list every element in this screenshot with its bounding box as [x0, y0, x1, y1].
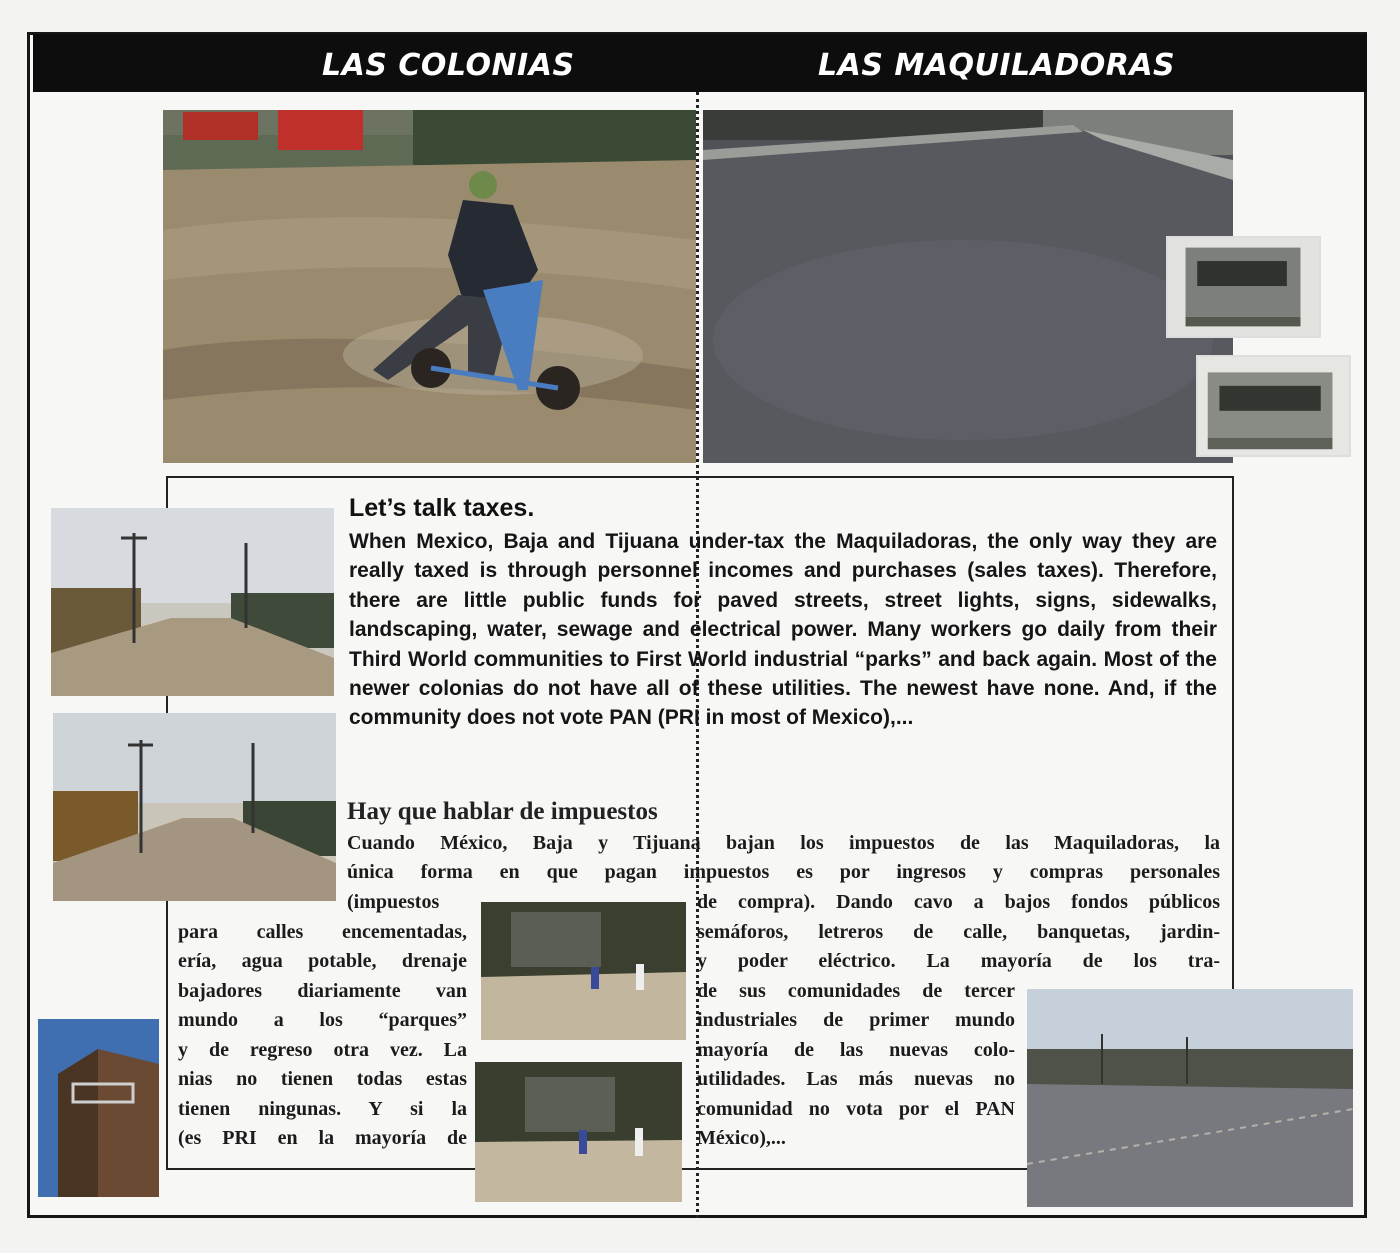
spanish-right-line: de sus comunidades de tercer: [697, 980, 1015, 1002]
spanish-left-line: tienen ningunas. Y si la: [178, 1098, 467, 1120]
english-body: When Mexico, Baja and Tijuana under-tax the Maquiladoras, the only way they are really taxed is through personnel incomes and purchases (sales taxes). Therefore, there are little public funds for paved streets, street lights, signs, sidewalks, landscaping, water, sewage and electrical power. Many workers go daily from their Third World communities to First World industrial “parks” and back again. Most of the newer colonias do not have all of these utilities. The newest have none. And, if the community does not vote PAN (PRI in most of Mexico),...: [349, 530, 1217, 730]
photo-industrial-road: [1027, 989, 1353, 1207]
photo-brick-building: [38, 1019, 159, 1197]
spanish-right-line: y poder eléctrico. La mayoría de los tra-: [697, 950, 1220, 972]
header-title-colonias: LAS COLONIAS: [322, 48, 575, 83]
spanish-left-line: (es PRI en la mayoría de: [178, 1127, 467, 1149]
photo-children-playing-1: [481, 902, 686, 1040]
spanish-left-line: y de regreso otra vez. La: [178, 1039, 467, 1061]
spanish-line: única forma en que pagan impuestos es por ingresos y compras personales: [347, 861, 1220, 883]
spanish-right-line: mayoría de las nuevas colo-: [697, 1039, 1015, 1061]
spanish-left-line: ería, agua potable, drenaje: [178, 950, 467, 972]
photo-dirt-road-1: [51, 508, 334, 696]
spanish-right-line: de compra). Dando cavo a bajos fondos públicos: [697, 891, 1220, 913]
english-title: Let’s talk taxes.: [349, 494, 535, 522]
spanish-right-line: semáforos, letreros de calle, banquetas, jardin-: [697, 921, 1220, 943]
photo-street-sign-2: [1196, 355, 1351, 457]
spanish-left-line: nias no tienen todas estas: [178, 1068, 467, 1090]
photo-children-playing-2: [475, 1062, 682, 1202]
photo-dirt-road-2: [53, 713, 336, 901]
spanish-left-line: bajadores diariamente van: [178, 980, 467, 1002]
spanish-right-line: comunidad no vota por el PAN: [697, 1098, 1015, 1120]
photo-street-sign-1: [1166, 236, 1321, 338]
spanish-title: Hay que hablar de impuestos: [347, 798, 658, 825]
spanish-right-line: utilidades. Las más nuevas no: [697, 1068, 1015, 1090]
spanish-right-line: industriales de primer mundo: [697, 1009, 1015, 1031]
photo-paved-road: [703, 110, 1233, 463]
spanish-left-line: para calles encementadas,: [178, 921, 467, 943]
header-title-maquiladoras: LAS MAQUILADORAS: [818, 48, 1176, 83]
spanish-left-line: (impuestos: [347, 891, 440, 913]
spanish-right-line: México),...: [697, 1127, 786, 1149]
spanish-line: Cuando México, Baja y Tijuana bajan los impuestos de las Maquiladoras, la: [347, 832, 1220, 854]
photo-mud-street-scooter: [163, 110, 696, 463]
spanish-left-line: mundo a los “parques”: [178, 1009, 467, 1031]
